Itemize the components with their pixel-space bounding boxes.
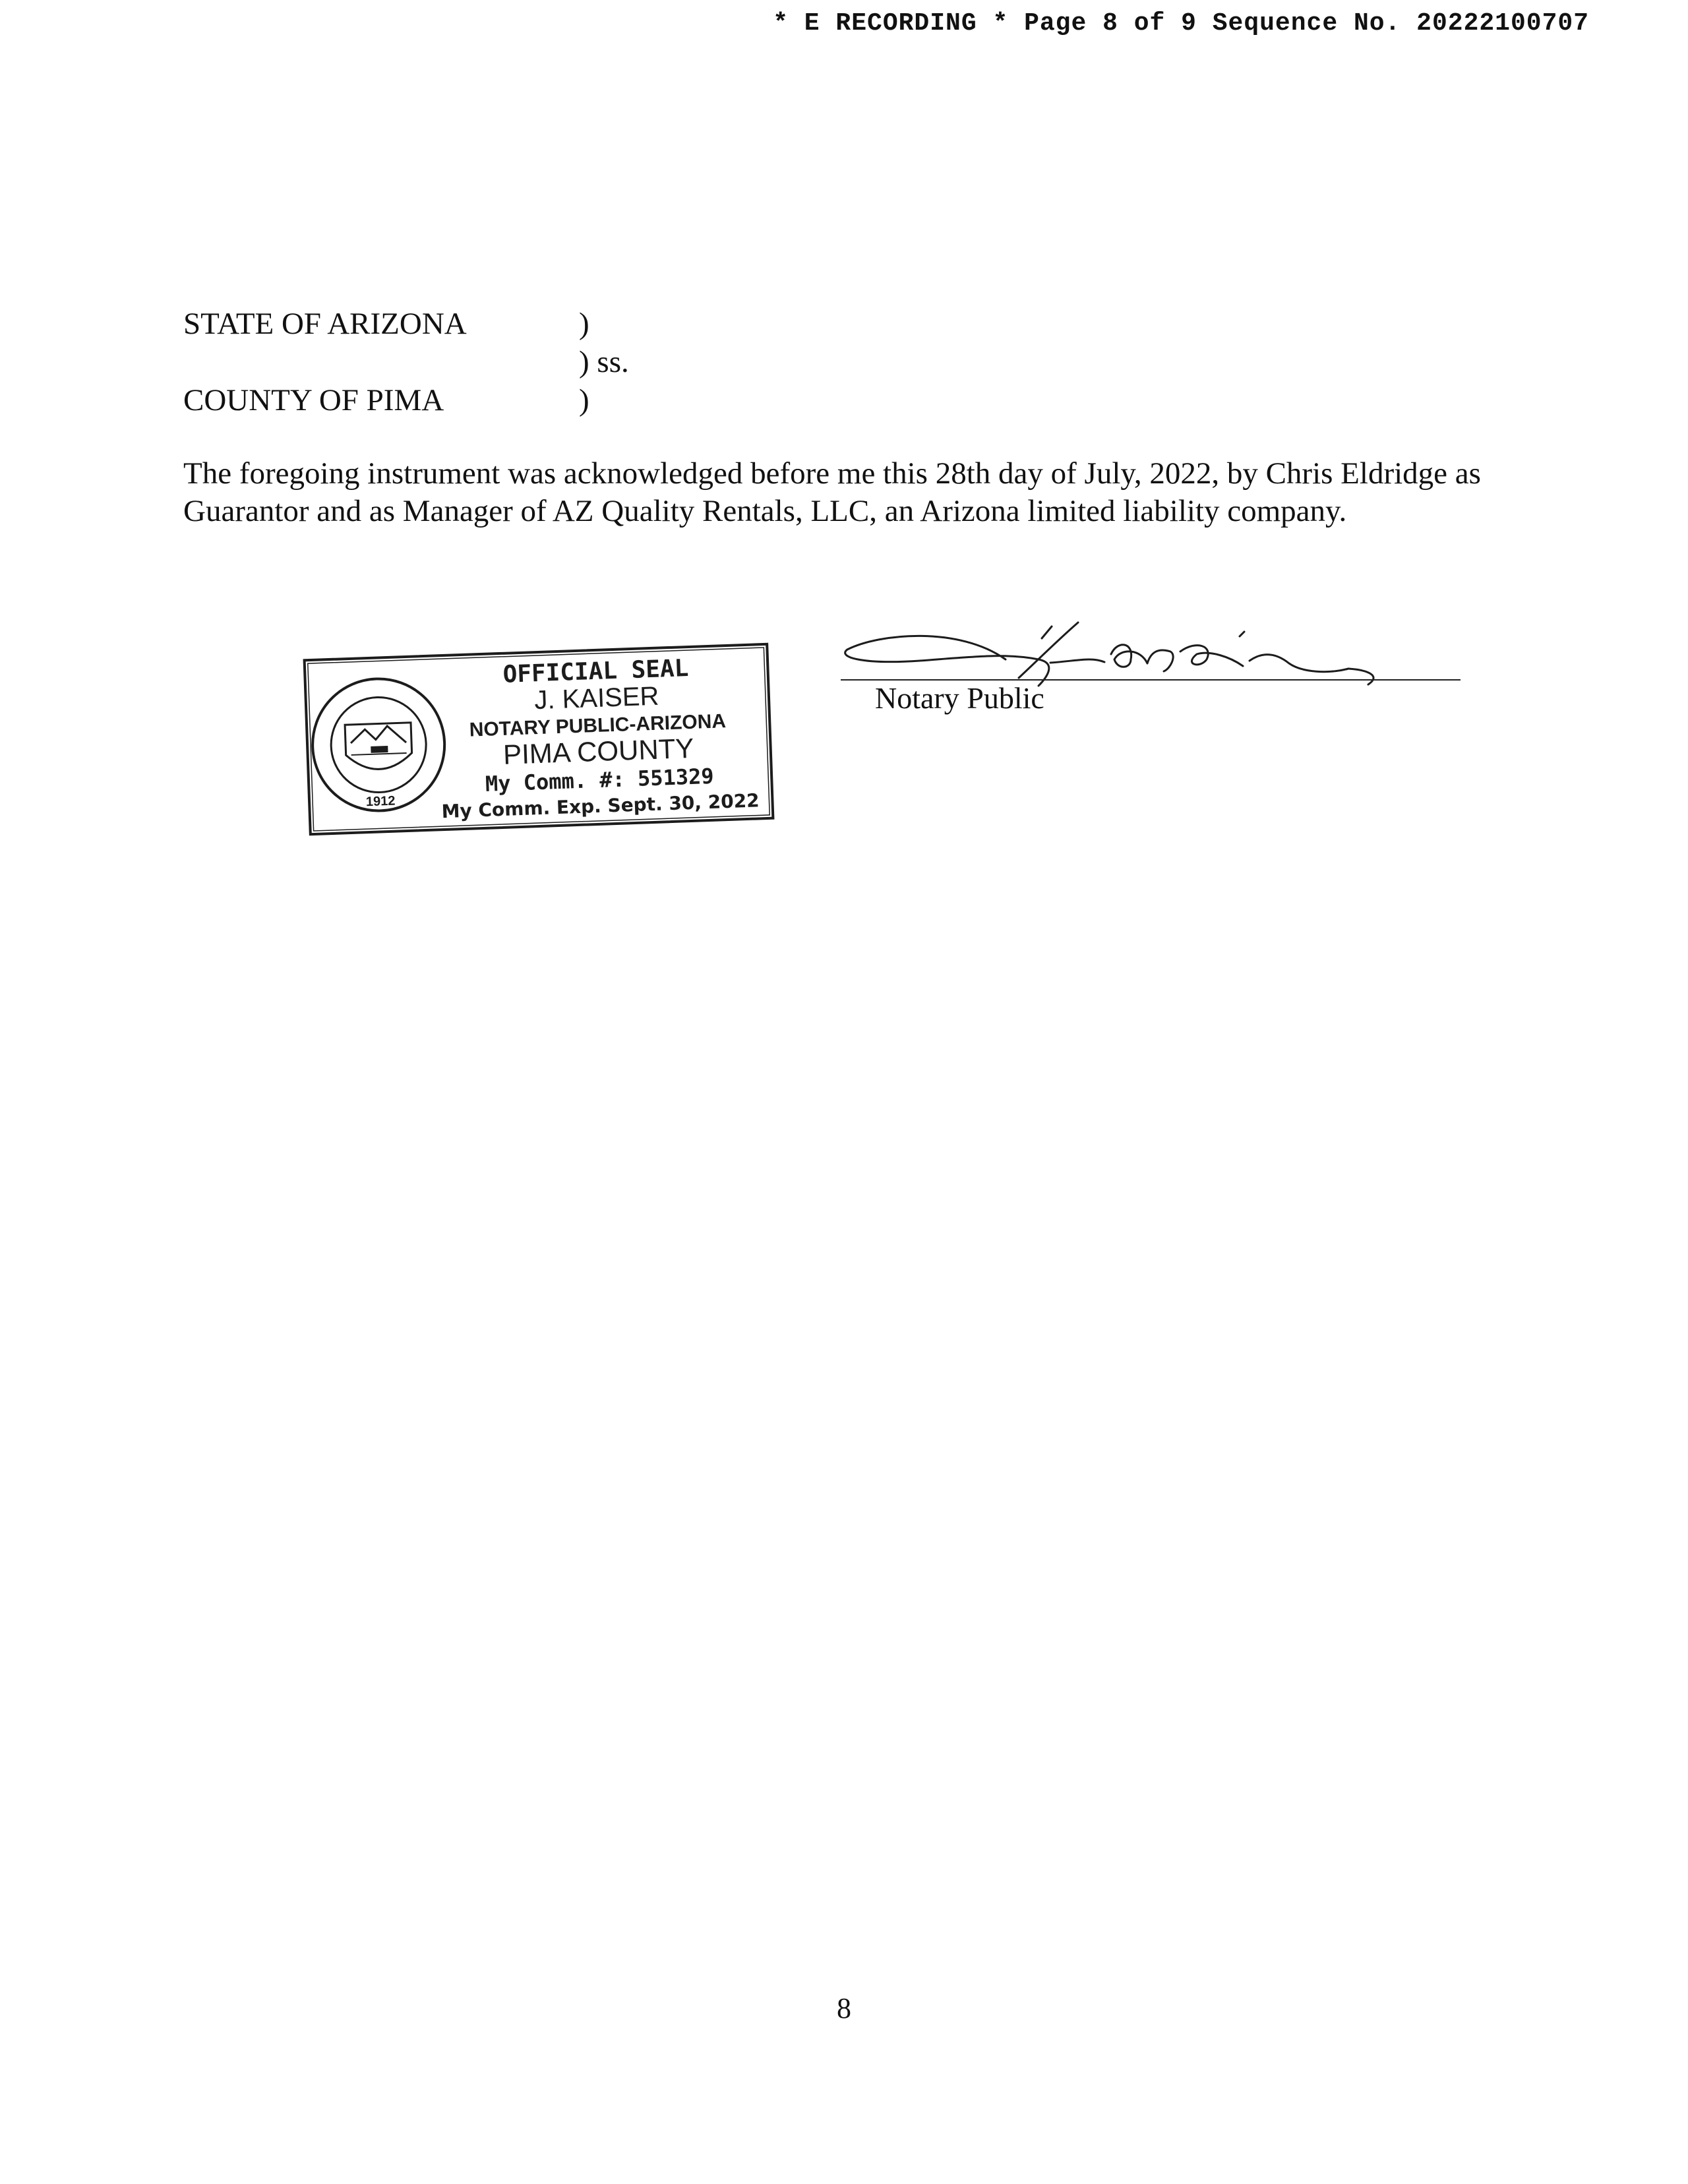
- acknowledgment-paragraph: The foregoing instrument was acknowledged before me this 28th day of July, 2022, by Chris Eldridge as Guarantor and as Manager of AZ Quality Rentals, LLC, an Arizona limited liability company.: [183, 456, 1481, 528]
- recording-header: * E RECORDING * Page 8 of 9 Sequence No. 20222100707: [773, 9, 1589, 38]
- page-number: 8: [837, 1992, 851, 2024]
- paren-close: ): [579, 383, 589, 417]
- paren-open: ): [579, 307, 589, 341]
- venue-block: [183, 305, 629, 419]
- paren-ss: ) ss.: [579, 345, 629, 379]
- seal-year: 1912: [365, 793, 396, 810]
- notary-signature-block: [841, 613, 1467, 739]
- seal-comm-expiry: My Comm. Exp. Sept. 30, 2022: [441, 789, 760, 823]
- notary-public-label: Notary Public: [875, 681, 1044, 715]
- seal-comm-number: My Comm. #: 551329: [485, 763, 715, 797]
- venue-ss-row: [183, 343, 629, 381]
- seal-county: PIMA COUNTY: [502, 732, 695, 770]
- notary-seal-stamp: [301, 642, 775, 837]
- seal-notary-line: NOTARY PUBLIC-ARIZONA: [469, 710, 727, 741]
- seal-name: J. KAISER: [533, 681, 660, 715]
- seal-title: OFFICIAL SEAL: [502, 655, 689, 688]
- county-label: COUNTY OF PIMA: [183, 383, 444, 417]
- arizona-great-seal-emblem: [311, 677, 447, 813]
- venue-county-row: [183, 381, 589, 419]
- venue-state-row: [183, 305, 589, 343]
- state-label: STATE OF ARIZONA: [183, 307, 467, 341]
